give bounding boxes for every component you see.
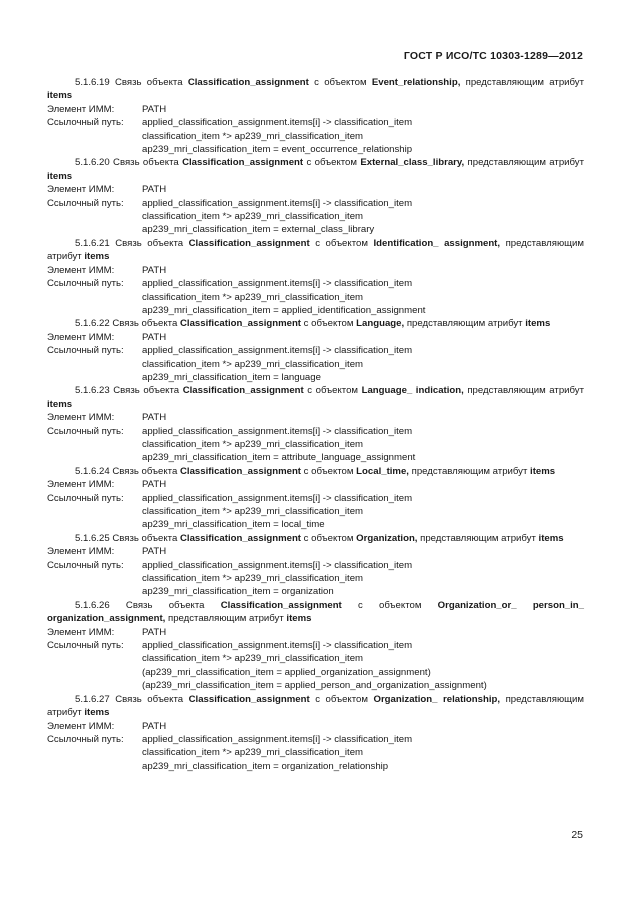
mapping-section <box>47 465 584 532</box>
entity-name: Classification_assignment <box>179 532 301 544</box>
reference-path-line: ap239_mri_classification_item = organization <box>142 586 334 598</box>
reference-path-line: (ap239_mri_classification_item = applied_organization_assignment) <box>142 666 431 678</box>
reference-path-label: Ссылочный путь: <box>47 559 124 571</box>
attribute-name: items <box>84 707 110 719</box>
section-number: 5.1.6.26 <box>75 599 110 611</box>
heading-text: представляющим атрибут <box>404 318 526 330</box>
element-value: PATH <box>142 720 167 732</box>
heading-text: представляющим атрибут <box>47 693 584 719</box>
reference-path-line: ap239_mri_classification_item = external_class_library <box>142 224 375 236</box>
element-row <box>47 478 584 491</box>
reference-path-line: classification_item *> ap239_mri_classification_item <box>142 130 364 142</box>
target-entity: External_class_library, <box>360 157 465 169</box>
heading-text: с объектом <box>301 532 357 544</box>
element-label: Элемент ИММ: <box>47 264 115 276</box>
mapping-section <box>47 76 584 156</box>
attribute-name: items <box>525 318 551 330</box>
entity-name: Classification_assignment <box>179 465 301 477</box>
section-number: 5.1.6.23 <box>75 385 110 397</box>
entity-name: Classification_assignment <box>220 599 342 611</box>
target-entity: Language_ indication, <box>361 385 464 397</box>
reference-path-row <box>47 425 584 438</box>
attribute-name: items <box>84 251 110 263</box>
reference-path-line: classification_item *> ap239_mri_classification_item <box>142 438 364 450</box>
entity-name: Classification_assignment <box>179 318 301 330</box>
element-row <box>47 545 584 558</box>
section-number: 5.1.6.27 <box>75 693 110 705</box>
reference-path-label: Ссылочный путь: <box>47 117 124 129</box>
target-entity: Organization_ relationship, <box>373 693 501 705</box>
heading-text: Связь объекта <box>109 465 180 477</box>
reference-path-row <box>47 639 584 652</box>
reference-path-label: Ссылочный путь: <box>47 492 124 504</box>
reference-path-line: classification_item *> ap239_mri_classification_item <box>142 358 364 370</box>
reference-path-label: Ссылочный путь: <box>47 278 124 290</box>
section-number: 5.1.6.19 <box>75 77 110 88</box>
reference-path-line: applied_classification_assignment.items[i] -> classification_item <box>142 425 413 437</box>
element-value: PATH <box>142 103 167 115</box>
mapping-section <box>47 237 584 317</box>
attribute-name: items <box>530 465 556 477</box>
heading-text: Связь объекта <box>109 318 180 330</box>
element-row <box>47 103 584 116</box>
reference-path-row <box>47 344 584 357</box>
attribute-name: items <box>538 532 564 544</box>
reference-path-row <box>47 197 584 210</box>
reference-path-line: ap239_mri_classification_item = applied_identification_assignment <box>142 304 426 316</box>
reference-path-line: ap239_mri_classification_item = event_occurrence_relationship <box>142 144 413 156</box>
section-heading <box>47 532 584 545</box>
reference-path-label: Ссылочный путь: <box>47 733 124 745</box>
heading-text: Связь объекта <box>109 532 180 544</box>
element-value: PATH <box>142 626 167 638</box>
target-entity: Organization_or_ person_in_ organization_assignment, <box>47 599 584 625</box>
reference-path-line: ap239_mri_classification_item = language <box>142 371 321 383</box>
reference-path-line: classification_item *> ap239_mri_classification_item <box>142 653 364 665</box>
element-row <box>47 264 584 277</box>
element-label: Элемент ИММ: <box>47 412 115 424</box>
section-number: 5.1.6.20 <box>75 157 110 169</box>
heading-text: с объектом <box>301 318 357 330</box>
attribute-name: items <box>47 170 73 182</box>
reference-path-line: (ap239_mri_classification_item = applied_person_and_organization_assignment) <box>142 680 487 692</box>
reference-path-line: ap239_mri_classification_item = organization_relationship <box>142 760 389 772</box>
section-number: 5.1.6.21 <box>75 237 110 249</box>
reference-path-line: classification_item *> ap239_mri_classification_item <box>142 573 364 585</box>
heading-text: представляющим атрибут <box>463 385 584 397</box>
element-label: Элемент ИММ: <box>47 720 115 732</box>
target-entity: Language, <box>356 318 405 330</box>
reference-path-line: applied_classification_assignment.items[i] -> classification_item <box>142 492 413 504</box>
heading-text: с объектом <box>309 237 374 249</box>
section-heading <box>47 76 584 103</box>
element-value: PATH <box>142 331 167 343</box>
element-label: Элемент ИММ: <box>47 103 115 115</box>
element-value: PATH <box>142 546 167 558</box>
heading-text: с объектом <box>303 385 362 397</box>
reference-path-line: classification_item *> ap239_mri_classification_item <box>142 747 364 759</box>
element-label: Элемент ИММ: <box>47 626 115 638</box>
section-number: 5.1.6.24 <box>75 465 110 477</box>
reference-path-row <box>47 733 584 746</box>
target-entity: Local_time, <box>356 465 409 477</box>
section-number: 5.1.6.22 <box>75 318 110 330</box>
reference-path-line: applied_classification_assignment.items[i] -> classification_item <box>142 559 413 571</box>
heading-text: Связь объекта <box>109 77 188 88</box>
element-label: Элемент ИММ: <box>47 546 115 558</box>
section-number: 5.1.6.25 <box>75 532 110 544</box>
section-heading <box>47 693 584 720</box>
element-value: PATH <box>142 264 167 276</box>
attribute-name: items <box>286 613 312 625</box>
entity-name: Classification_assignment <box>188 693 310 705</box>
target-entity: Organization, <box>356 532 418 544</box>
element-value: PATH <box>142 412 167 424</box>
reference-path-line: classification_item *> ap239_mri_classification_item <box>142 506 364 517</box>
reference-path-row <box>47 277 584 290</box>
entity-name: Classification_assignment <box>182 385 304 397</box>
element-row <box>47 720 584 733</box>
reference-path-line: applied_classification_assignment.items[i] -> classification_item <box>142 197 413 209</box>
heading-text: Связь объекта <box>109 237 189 249</box>
target-entity: Identification_ assignment, <box>373 237 501 249</box>
element-value: PATH <box>142 184 167 196</box>
heading-text: представляющим атрибут <box>417 532 539 544</box>
mapping-section <box>47 384 584 464</box>
element-row <box>47 183 584 196</box>
heading-text: Связь объекта <box>109 385 183 397</box>
mapping-section <box>47 317 584 384</box>
section-heading <box>47 599 584 626</box>
section-heading <box>47 317 584 330</box>
entity-name: Classification_assignment <box>188 237 310 249</box>
mapping-section <box>47 693 584 773</box>
heading-text: с объектом <box>303 157 361 169</box>
reference-path-line: applied_classification_assignment.items[i] -> classification_item <box>142 278 413 290</box>
reference-path-label: Ссылочный путь: <box>47 640 124 652</box>
section-heading <box>47 156 584 183</box>
reference-path-label: Ссылочный путь: <box>47 425 124 437</box>
section-heading <box>47 384 584 411</box>
page-number: 25 <box>571 829 583 841</box>
heading-text: представляющим атрибут <box>464 157 584 169</box>
mapping-section <box>47 532 584 599</box>
heading-text: Связь объекта <box>109 157 183 169</box>
heading-text: Связь объекта <box>109 693 189 705</box>
element-row <box>47 626 584 639</box>
heading-text: с объектом <box>309 693 374 705</box>
reference-path-line: ap239_mri_classification_item = attribute_language_assignment <box>142 452 416 464</box>
heading-text: с объектом <box>341 599 438 611</box>
heading-text: представляющим атрибут <box>165 613 287 625</box>
reference-path-row <box>47 559 584 572</box>
target-entity: Event_relationship, <box>371 77 461 88</box>
element-label: Элемент ИММ: <box>47 479 115 491</box>
element-row <box>47 411 584 424</box>
heading-text: представляющим атрибут <box>460 77 584 88</box>
heading-text: представляющим атрибут <box>47 237 584 263</box>
reference-path-label: Ссылочный путь: <box>47 197 124 209</box>
element-label: Элемент ИММ: <box>47 331 115 343</box>
reference-path-line: applied_classification_assignment.items[i] -> classification_item <box>142 345 413 357</box>
reference-path-label: Ссылочный путь: <box>47 345 124 357</box>
heading-text: Связь объекта <box>109 599 221 611</box>
heading-text: с объектом <box>301 465 357 477</box>
entity-name: Classification_assignment <box>187 77 309 88</box>
reference-path-line: classification_item *> ap239_mri_classification_item <box>142 211 364 223</box>
element-value: PATH <box>142 479 167 491</box>
element-row <box>47 331 584 344</box>
reference-path-line: classification_item *> ap239_mri_classification_item <box>142 291 364 303</box>
entity-name: Classification_assignment <box>182 157 304 169</box>
document-header: ГОСТ Р ИСО/ТС 10303-1289—2012 <box>403 50 583 62</box>
heading-text: представляющим атрибут <box>408 465 531 477</box>
reference-path-line: applied_classification_assignment.items[i] -> classification_item <box>142 117 413 129</box>
attribute-name: items <box>47 90 73 102</box>
reference-path-line: ap239_mri_classification_item = local_time <box>142 519 325 531</box>
reference-path-line: applied_classification_assignment.items[i] -> classification_item <box>142 640 413 652</box>
section-heading <box>47 465 584 478</box>
reference-path-row <box>47 492 584 505</box>
reference-path-line: applied_classification_assignment.items[i] -> classification_item <box>142 733 413 745</box>
heading-text: с объектом <box>308 77 372 88</box>
mapping-section <box>47 599 584 693</box>
mapping-section <box>47 156 584 236</box>
section-heading <box>47 237 584 264</box>
reference-path-row <box>47 116 584 129</box>
document-body <box>47 76 584 773</box>
element-label: Элемент ИММ: <box>47 184 115 196</box>
attribute-name: items <box>47 398 73 410</box>
